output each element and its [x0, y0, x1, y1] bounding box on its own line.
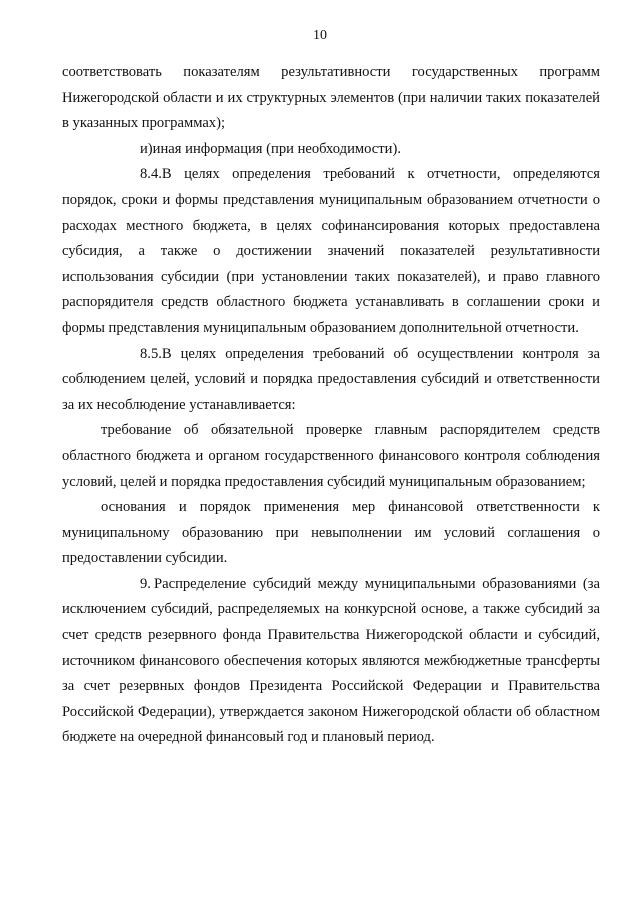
paragraph-text: В целях определения требований об осуществлении контроля за соблюдением целей, условий и порядка предоставления субсидий и ответственности за их несоблюдение устанавливается:	[62, 345, 600, 413]
document-body	[62, 60, 600, 751]
paragraph-continuation	[62, 60, 600, 137]
paragraph-8-5	[62, 342, 600, 419]
item-number: 8.4.	[140, 166, 162, 183]
paragraph-item-i	[62, 137, 600, 163]
item-number: 9.	[140, 575, 151, 592]
item-number: и)	[140, 140, 153, 157]
paragraph-text: требование об обязательной проверке главным распорядителем средств областного бюджета и органом государственного финансового контроля соблюдения условий, целей и порядка предоставления субсидий муниципальным образованием;	[62, 422, 600, 490]
paragraph-text: иная информация (при необходимости).	[152, 140, 401, 157]
paragraph-text: соответствовать показателям результативности государственных программ Нижегородской области и их структурных элементов (при наличии таких показателей в указанных программах);	[62, 64, 600, 132]
paragraph-8-4	[62, 162, 600, 341]
paragraph-requirement	[62, 418, 600, 495]
paragraph-9	[62, 572, 600, 751]
paragraph-text: Распределение субсидий между муниципальными образованиями (за исключением субсидий, распределяемых на конкурсной основе, а также субсидий за счет средств резервного фонда Правительства Нижегородской области и субсидий, источником финансового обеспечения которых являются межбюджетные трансферты за счет резервных фондов Президента Российской Федерации и Правительства Российской Федерации), утверждается законом Нижегородской области об областном бюджете на очередной финансовый год и плановый период.	[62, 575, 600, 746]
item-number: 8.5.	[140, 345, 162, 362]
page-number: 10	[313, 28, 327, 43]
paragraph-grounds	[62, 495, 600, 572]
paragraph-text: основания и порядок применения мер финансовой ответственности к муниципальному образованию при невыполнении им условий соглашения о предоставлении субсидии.	[62, 499, 600, 567]
paragraph-text: В целях определения требований к отчетности, определяются порядок, сроки и формы представления муниципальным образованием отчетности о расходах местного бюджета, в целях софинансирования которых предоставлена субсидия, а также о достижении значений показателей результативности использования субсидии (при установлении таких показателей), и право главного распорядителя средств областного бюджета устанавливать в соглашении сроки и формы представления муниципальным образованием дополнительной отчетности.	[62, 166, 600, 336]
